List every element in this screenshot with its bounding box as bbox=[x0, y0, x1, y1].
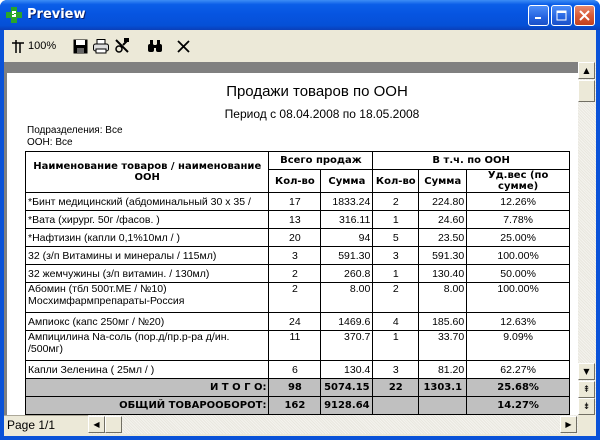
app-icon bbox=[6, 7, 22, 23]
arrow-up-icon: ▲ bbox=[583, 66, 590, 75]
cell-name: Ампицилина Na-соль (пор.д/пр.р-ра д/ин. /500мг) bbox=[26, 331, 269, 361]
total-share: 25.68% bbox=[467, 379, 570, 397]
cell-sum: 316.11 bbox=[321, 211, 373, 229]
print-button[interactable] bbox=[93, 38, 109, 54]
turnover-sum: 9128.64 bbox=[321, 397, 373, 415]
print-icon bbox=[93, 39, 109, 54]
cell-share: 62.27% bbox=[467, 361, 570, 379]
report-period: Период с 08.04.2008 по 18.05.2008 bbox=[224, 107, 420, 121]
header-sum: Сумма bbox=[321, 170, 373, 193]
scroll-right-button[interactable] bbox=[560, 416, 577, 433]
cell-ooh-sum: 185.60 bbox=[419, 313, 467, 331]
cell-sum: 94 bbox=[321, 229, 373, 247]
header-name: Наименование товаров / наименование ООН bbox=[26, 152, 269, 193]
report-title: Продажи товаров по ООН bbox=[226, 83, 408, 100]
header-ooh-qty: Кол-во bbox=[373, 170, 419, 193]
turnover-ooh-qty bbox=[373, 397, 419, 415]
zoom-button[interactable] bbox=[12, 38, 56, 54]
cell-sum: 8.00 bbox=[321, 283, 373, 313]
cell-sum: 260.8 bbox=[321, 265, 373, 283]
window-title: Preview bbox=[27, 7, 86, 22]
maximize-button[interactable] bbox=[551, 5, 572, 26]
cell-ooh-qty: 4 bbox=[373, 313, 419, 331]
table-row bbox=[26, 361, 570, 379]
total-label: И Т О Г О: bbox=[26, 379, 269, 397]
cell-name: 32 жемчужины (з/п витамин. / 130мл) bbox=[26, 265, 269, 283]
cell-ooh-qty: 3 bbox=[373, 361, 419, 379]
cell-qty: 3 bbox=[269, 247, 321, 265]
cell-name: Капли Зеленина ( 25мл / ) bbox=[26, 361, 269, 379]
cell-ooh-qty: 5 bbox=[373, 229, 419, 247]
scroll-thumb[interactable] bbox=[578, 80, 595, 102]
cell-name: Ампиокс (капс 250мг / №20) bbox=[26, 313, 269, 331]
minimize-icon bbox=[534, 11, 543, 20]
cell-sum: 130.4 bbox=[321, 361, 373, 379]
table-row bbox=[26, 247, 570, 265]
cell-qty: 20 bbox=[269, 229, 321, 247]
table-row bbox=[26, 313, 570, 331]
window-client bbox=[4, 30, 596, 436]
header-share: Уд.вес (по сумме) bbox=[467, 170, 570, 193]
table-row bbox=[26, 193, 570, 211]
settings-icon bbox=[114, 38, 130, 54]
page-down-icon: ⇟ bbox=[582, 401, 591, 412]
minimize-button[interactable] bbox=[528, 5, 549, 26]
cell-qty: 11 bbox=[269, 331, 321, 361]
report-divisions: Подразделения: Все bbox=[27, 125, 123, 136]
cell-share: 12.26% bbox=[467, 193, 570, 211]
cell-ooh-sum: 591.30 bbox=[419, 247, 467, 265]
arrow-right-icon: ▶ bbox=[565, 420, 572, 429]
report-page bbox=[7, 73, 578, 415]
toolbar bbox=[4, 30, 596, 62]
cell-name: *Вата (хирург. 50г /фасов. ) bbox=[26, 211, 269, 229]
find-button[interactable] bbox=[147, 38, 163, 54]
maximize-icon bbox=[556, 10, 567, 21]
zoom-level: 100% bbox=[28, 40, 57, 52]
table-row bbox=[26, 229, 570, 247]
table-header-row bbox=[26, 152, 570, 170]
header-incl-ooh: В т.ч. по ООН bbox=[373, 152, 570, 170]
cell-name: 32 (з/п Витамины и минералы / 115мл) bbox=[26, 247, 269, 265]
page-setup-button[interactable] bbox=[114, 38, 130, 54]
cell-share: 100.00% bbox=[467, 247, 570, 265]
close-window-button[interactable] bbox=[574, 5, 595, 26]
turnover-label: ОБЩИЙ ТОВАРООБОРОТ: bbox=[26, 397, 269, 415]
cell-qty: 2 bbox=[269, 283, 321, 313]
table-row bbox=[26, 331, 570, 361]
cell-name: Абомин (тбл 500т.МЕ / №10) Мосхимфармпрепараты-Россия bbox=[26, 283, 269, 313]
cell-share: 7.78% bbox=[467, 211, 570, 229]
turnover-share: 14.27% bbox=[467, 397, 570, 415]
cell-share: 9.09% bbox=[467, 331, 570, 361]
total-sum: 5074.15 bbox=[321, 379, 373, 397]
cell-ooh-sum: 130.40 bbox=[419, 265, 467, 283]
table-row bbox=[26, 265, 570, 283]
header-total-sales: Всего продаж bbox=[269, 152, 373, 170]
turnover-row bbox=[26, 397, 570, 415]
title-bar[interactable] bbox=[0, 0, 600, 30]
cell-ooh-qty: 2 bbox=[373, 193, 419, 211]
cell-ooh-sum: 23.50 bbox=[419, 229, 467, 247]
header-qty: Кол-во bbox=[269, 170, 321, 193]
cell-share: 50.00% bbox=[467, 265, 570, 283]
total-ooh-qty: 22 bbox=[373, 379, 419, 397]
hscroll-thumb[interactable] bbox=[105, 416, 122, 433]
cell-share: 100.00% bbox=[467, 283, 570, 313]
save-icon bbox=[73, 39, 88, 54]
cell-ooh-qty: 3 bbox=[373, 247, 419, 265]
cell-share: 12.63% bbox=[467, 313, 570, 331]
next-page-button[interactable] bbox=[578, 398, 595, 415]
vertical-scrollbar[interactable] bbox=[578, 62, 596, 415]
cell-qty: 13 bbox=[269, 211, 321, 229]
previous-page-button[interactable] bbox=[578, 381, 595, 398]
cell-ooh-qty: 1 bbox=[373, 211, 419, 229]
turnover-ooh-sum bbox=[419, 397, 467, 415]
cell-qty: 24 bbox=[269, 313, 321, 331]
turnover-qty: 162 bbox=[269, 397, 321, 415]
save-button[interactable] bbox=[73, 38, 88, 54]
close-preview-button[interactable] bbox=[177, 38, 190, 54]
table-row bbox=[26, 283, 570, 313]
find-icon bbox=[147, 39, 163, 53]
total-qty: 98 bbox=[269, 379, 321, 397]
cell-sum: 370.7 bbox=[321, 331, 373, 361]
cell-ooh-sum: 8.00 bbox=[419, 283, 467, 313]
page-up-icon: ⇞ bbox=[582, 384, 591, 395]
horizontal-scrollbar[interactable] bbox=[88, 415, 578, 434]
cell-share: 25.00% bbox=[467, 229, 570, 247]
cell-qty: 17 bbox=[269, 193, 321, 211]
scroll-up-button[interactable] bbox=[578, 62, 595, 79]
cell-qty: 6 bbox=[269, 361, 321, 379]
cell-qty: 2 bbox=[269, 265, 321, 283]
status-bar bbox=[4, 415, 88, 434]
cell-ooh-qty: 1 bbox=[373, 331, 419, 361]
cell-ooh-sum: 33.70 bbox=[419, 331, 467, 361]
cell-name: *Бинт медицинский (абдоминальный 30 х 35 / bbox=[26, 193, 269, 211]
arrow-down-icon: ▼ bbox=[583, 367, 590, 376]
cell-sum: 591.30 bbox=[321, 247, 373, 265]
close-icon bbox=[177, 40, 190, 53]
close-icon bbox=[579, 10, 590, 21]
cell-ooh-sum: 24.60 bbox=[419, 211, 467, 229]
report-ooh-filter: ООН: Все bbox=[27, 137, 73, 148]
report-table bbox=[25, 151, 570, 415]
arrow-left-icon: ◀ bbox=[93, 420, 100, 429]
document-viewport[interactable] bbox=[4, 62, 578, 415]
cell-name: *Нафтизин (капли 0,1%10мл / ) bbox=[26, 229, 269, 247]
cell-ooh-qty: 2 bbox=[373, 283, 419, 313]
cell-ooh-qty: 1 bbox=[373, 265, 419, 283]
cell-sum: 1833.24 bbox=[321, 193, 373, 211]
total-ooh-sum: 1303.1 bbox=[419, 379, 467, 397]
cell-ooh-sum: 81.20 bbox=[419, 361, 467, 379]
cell-sum: 1469.6 bbox=[321, 313, 373, 331]
header-ooh-sum: Сумма bbox=[419, 170, 467, 193]
zoom-fit-icon bbox=[12, 39, 24, 53]
table-row bbox=[26, 211, 570, 229]
scroll-left-button[interactable] bbox=[88, 416, 105, 433]
page-indicator: Page 1/1 bbox=[7, 418, 56, 432]
cell-ooh-sum: 224.80 bbox=[419, 193, 467, 211]
total-row bbox=[26, 379, 570, 397]
size-grip bbox=[578, 415, 596, 434]
scroll-down-button[interactable] bbox=[578, 363, 595, 380]
